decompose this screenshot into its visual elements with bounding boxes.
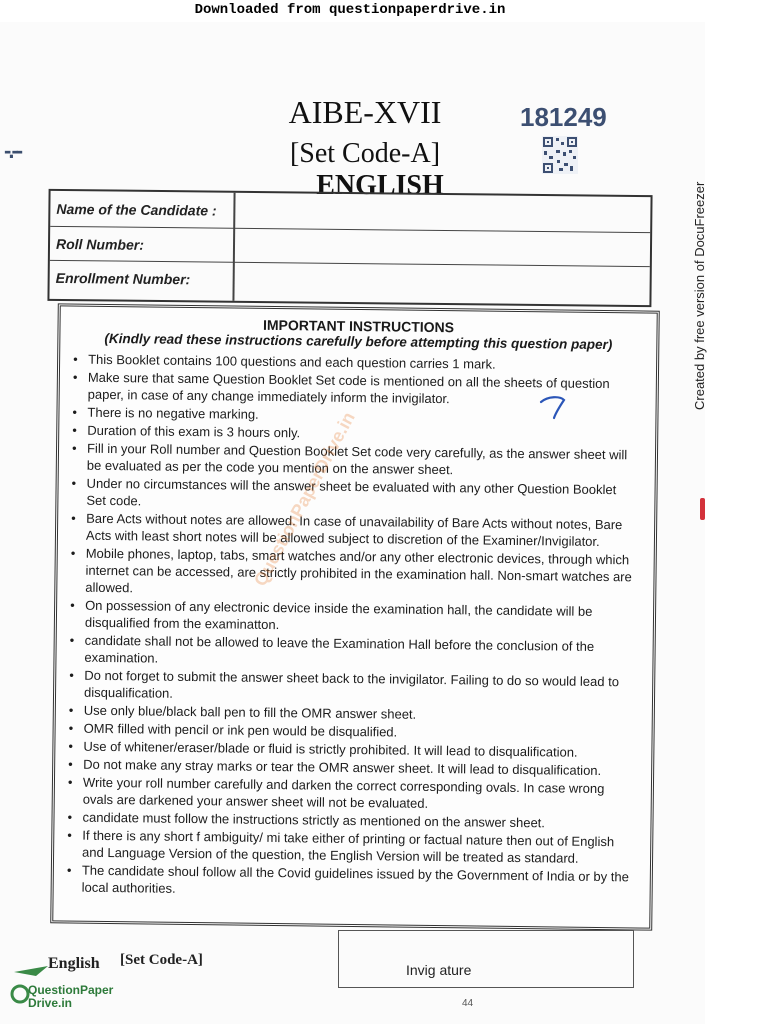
docufreezer-note: Created by free version of DocuFreezer <box>692 181 707 410</box>
enrollment-number-row <box>49 260 649 304</box>
list-item: • If there is any short f ambiguity/ mi take either of printing or factual nature then out of English and Language Version of the question, the English Version will be treated as standard. <box>62 826 634 867</box>
list-item: • Write your roll number carefully and darken the correct corresponding ovals. In case wrong ovals are darkened your answer sheet will not be evaluated. <box>63 773 635 814</box>
list-item: • Mobile phones, laptop, tabs, smart watches and/or any other electronic devices, through which internet can be accessed, are strictly prohibited in the examination hall. Non-smart watches are allowed. <box>65 544 638 602</box>
list-item: • Do not make any stray marks or tear the OMR answer sheet. It will lead to disqualification. <box>63 755 635 779</box>
list-item: • Use of whitener/eraser/blade or fluid is strictly prohibited. It will lead to disqualification. <box>63 737 635 761</box>
instructions-box <box>50 303 660 930</box>
list-item: • OMR filled with pencil or ink pen would be disqualified. <box>64 719 636 743</box>
list-item: • Do not forget to submit the answer sheet back to the invigilator. Failing to do so would lead to disqualification. <box>64 666 636 707</box>
right-margin <box>705 0 768 1024</box>
set-code-title: [Set Code-A] <box>289 138 441 169</box>
footer-language: English <box>48 955 100 972</box>
list-item: • candidate must follow the instructions strictly as mentioned on the answer sheet. <box>62 808 634 832</box>
candidate-details-table <box>47 189 652 307</box>
list-item: • Duration of this exam is 3 hours only. <box>67 421 639 445</box>
footer-set-code: [Set Code-A] <box>120 952 203 968</box>
enrollment-number-label: Enrollment Number: <box>55 269 191 288</box>
page-number: 44 <box>462 998 474 1009</box>
list-item: • candidate shall not be allowed to leave the Examination Hall before the conclusion of the examination. <box>64 631 636 672</box>
handwritten-tick-icon <box>538 394 568 420</box>
qr-code-icon <box>542 136 578 174</box>
download-header: Downloaded from questionpaperdrive.in <box>194 2 506 18</box>
watermark-text: QuestionPaperDrive.in <box>250 408 359 590</box>
invigilator-label: Invig ature <box>406 962 472 978</box>
list-item: • Use only blue/black ball pen to fill the OMR answer sheet. <box>64 701 636 725</box>
corner-dash-mark: -.-- <box>4 138 21 163</box>
list-item: • Under no circumstances will the answer sheet be evaluated with any other Question Booklet Set code. <box>66 474 638 515</box>
booklet-number: 181249 <box>520 102 607 132</box>
list-item: • Fill in your Roll number and Question Booklet Set code very carefully, as the answer sheet will be evaluated as per the code you mention on the answer sheet. <box>67 439 639 480</box>
list-item: • The candidate shoul follow all the Covid guidelines issued by the Government of India or by the local authorities. <box>62 861 634 902</box>
candidate-name-label: Name of the Candidate : <box>56 200 217 219</box>
exam-title: AIBE-XVII <box>288 94 442 130</box>
language-title: ENGLISH <box>316 170 444 201</box>
list-item: • On possession of any electronic device inside the examination hall, the candidate will be disqualified from the examinatton. <box>65 596 637 637</box>
list-item: • Make sure that same Question Booklet Set code is mentioned on all the sheets of question paper, in case of any change immediately inform the invigilator. <box>68 368 640 409</box>
instructions-title: IMPORTANT INSTRUCTIONS <box>262 316 455 336</box>
list-item: • This Booklet contains 100 questions and each question carries 1 mark. <box>68 350 640 374</box>
invigilator-signature-box <box>338 930 634 988</box>
instructions-subtitle: (Kindly read these instructions carefully before attempting this question paper) <box>104 330 613 353</box>
list-item: • There is no negative marking. <box>67 403 639 427</box>
list-item: • Bare Acts without notes are allowed. In case of unavailability of Bare Acts without notes, Bare Acts with least short notes will be allowed subject to discretion of the Examiner/Invigilator. <box>66 509 638 550</box>
logo-line-2: Drive.in <box>28 996 73 1010</box>
roll-number-label: Roll Number: <box>55 235 144 253</box>
red-edge-mark <box>700 498 705 520</box>
logo-line-1: QuestionPaper <box>28 983 114 997</box>
questionpaper-logo-text <box>28 984 113 1010</box>
